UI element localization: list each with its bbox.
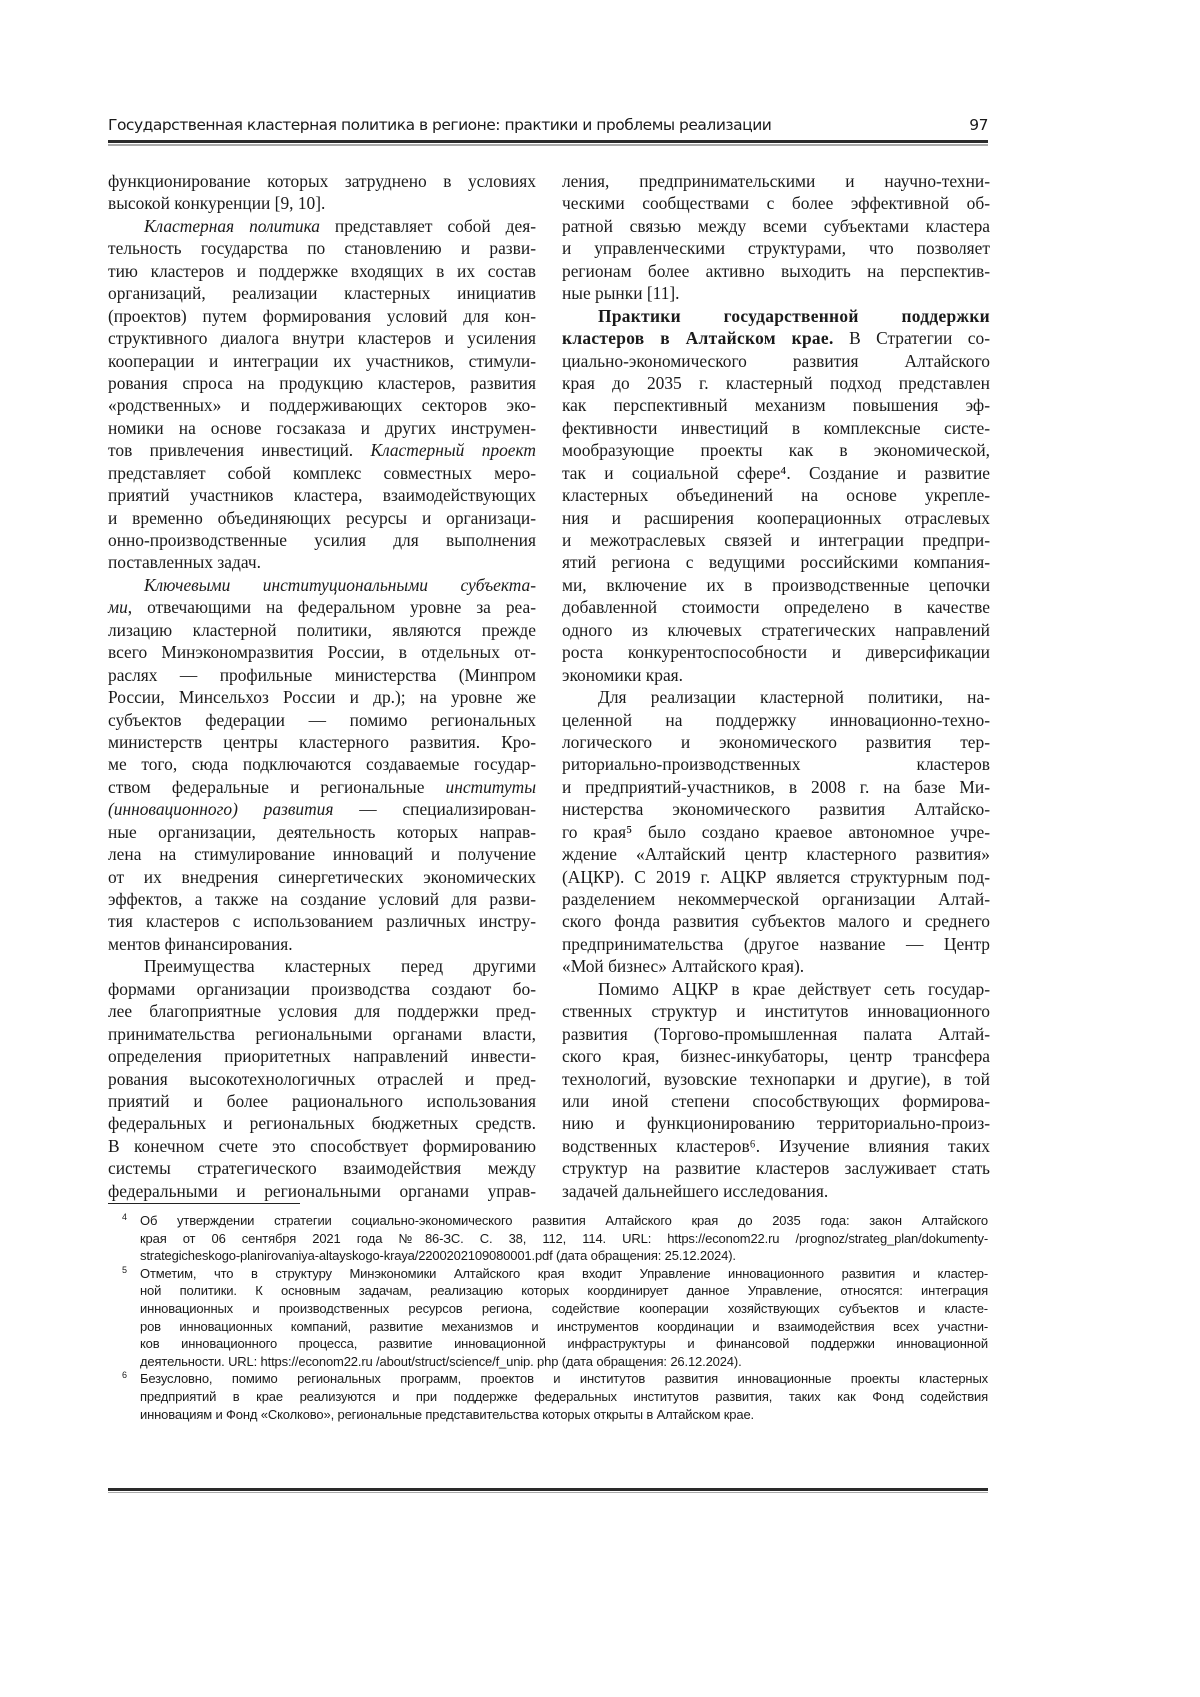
text-run: регионам более активно выходить на перспектив- (562, 261, 990, 281)
text-line (562, 551, 990, 573)
paragraph (562, 686, 990, 978)
text-run: развития (Торгово-промышленная палата Алтай- (562, 1024, 990, 1044)
text-run: кластерных объединений на основе укрепле- (562, 485, 990, 505)
footnote-line: предприятий в крае реализуются и при поддержке федеральных институтов развития, таких как Фонд содействия (140, 1388, 988, 1406)
text-line (562, 394, 990, 416)
italic-term: Кластерный проект (371, 440, 536, 460)
text-run: России, Минсельхоз России и др.); на уровне же (108, 687, 536, 707)
text-run: и межотраслевых связей и интеграции предпри- (562, 530, 990, 550)
text-run: федеральными и региональными органами управ- (108, 1181, 536, 1201)
text-line (108, 574, 536, 596)
text-line (562, 619, 990, 641)
italic-term: Ключевыми институциональными субъекта- (144, 575, 536, 595)
text-line (562, 305, 990, 327)
text-line (108, 170, 536, 192)
text-line (562, 843, 990, 865)
text-run: фективности инвестиций в комплексные систе- (562, 418, 990, 438)
text-run: ные организации, деятельность которых направ- (108, 822, 536, 842)
footnote-line: края от 06 сентября 2021 года №86-ЗС. С. 38, 112, 114. URL: https://econom22.ru /prognoz/strateg_plan/dokumenty- (140, 1230, 988, 1248)
footer-rule-shadow (108, 1492, 988, 1493)
text-line (108, 350, 536, 372)
text-line (108, 664, 536, 686)
text-run: «родственных» и поддерживающих секторов эко- (108, 395, 536, 415)
text-line (108, 1068, 536, 1090)
text-line (562, 1112, 990, 1134)
header-rule-shadow (108, 144, 988, 146)
text-run: и управленческими структурами, что позволяет (562, 238, 990, 258)
footnotes (122, 1212, 988, 1423)
text-run: субъектов федерации — помимо региональных (108, 710, 536, 730)
text-run: так и социальной сфере⁴. Создание и развитие (562, 463, 990, 483)
text-line (562, 596, 990, 618)
text-line (562, 574, 990, 596)
text-run: лена на стимулирование инноваций и получение (108, 844, 536, 864)
text-run: структур на развитие кластеров заслуживает стать (562, 1158, 990, 1178)
text-line (108, 1157, 536, 1179)
text-run: нистерства экономического развития Алтайско- (562, 799, 990, 819)
text-run: приятий и более рационального использования (108, 1091, 536, 1111)
text-run: тельность государства по становлению и разви- (108, 238, 536, 258)
paragraph (108, 955, 536, 1202)
text-run: ми, включение их в производственные цепочки (562, 575, 990, 595)
text-line (562, 327, 990, 349)
text-run: экономики края. (562, 665, 683, 685)
text-line (562, 641, 990, 663)
text-line (562, 372, 990, 394)
footnote-number: 6 (122, 1367, 127, 1385)
header-rule (108, 140, 988, 143)
text-line (562, 350, 990, 372)
bold-heading: Практики государственной поддержки (598, 306, 990, 326)
footnote-line: ков инновационного процесса, развитие инновационной инфраструктуры и финансовой поддержки инновационной (140, 1335, 988, 1353)
text-line (108, 1000, 536, 1022)
text-run: представляет собой комплекс совместных меро- (108, 463, 536, 483)
text-run: одного из ключевых стратегических направлений (562, 620, 990, 640)
text-line (562, 260, 990, 282)
text-run: лее благоприятные условия для поддержки пред- (108, 1001, 536, 1021)
paragraph (108, 215, 536, 574)
text-line (562, 1068, 990, 1090)
text-line (108, 237, 536, 259)
text-line (562, 776, 990, 798)
text-run: системы стратегического взаимодействия между (108, 1158, 536, 1178)
text-line (562, 215, 990, 237)
italic-term: институты (446, 777, 536, 797)
text-run: высокой конкуренции [9, 10]. (108, 193, 325, 213)
text-run: ского фонда развития субъектов малого и среднего (562, 911, 990, 931)
text-run: Помимо АЦКР в крае действует сеть государ- (598, 979, 990, 999)
text-run: В Стратегии со- (834, 328, 990, 348)
text-run: логического и экономического развития тер- (562, 732, 990, 752)
text-line (108, 1023, 536, 1045)
text-line (562, 237, 990, 259)
text-line (108, 192, 536, 214)
text-run: приятий участников кластера, взаимодействующих (108, 485, 536, 505)
text-run: Преимущества кластерных перед другими (144, 956, 536, 976)
text-line (562, 866, 990, 888)
running-title: Государственная кластерная политика в регионе: практики и проблемы реализации (108, 116, 771, 134)
text-run: или иной степени способствующих формирова- (562, 1091, 990, 1111)
footnote-line: strategicheskogo-planirovaniya-altayskogo-kraya/2200202109080001.pdf (дата обращения: 25.12.2024). (140, 1247, 988, 1265)
text-line (562, 192, 990, 214)
text-line (108, 596, 536, 618)
text-line (562, 507, 990, 529)
text-line (562, 1045, 990, 1067)
text-line (108, 1090, 536, 1112)
text-run: кооперации и интеграции их участников, стимули- (108, 351, 536, 371)
text-line (108, 484, 536, 506)
text-line (108, 910, 536, 932)
text-run: целенной на поддержку инновационно-техно- (562, 710, 990, 730)
text-line (108, 686, 536, 708)
text-run: принимательства региональными органами власти, (108, 1024, 536, 1044)
text-run: — специализирован- (333, 799, 536, 819)
paragraph (562, 978, 990, 1202)
text-line (562, 798, 990, 820)
text-run: тов привлечения инвестиций. (108, 440, 371, 460)
text-line (108, 507, 536, 529)
footnote-number: 5 (122, 1262, 127, 1280)
text-run: ятий региона с ведущими российскими компания- (562, 552, 990, 572)
text-line (562, 462, 990, 484)
text-line (562, 664, 990, 686)
footnote-line: Об утверждении стратегии социально-экономического развития Алтайского края до 2035 года: закон Алтайского (140, 1212, 988, 1230)
text-line (108, 282, 536, 304)
italic-term: (инновационного) развития (108, 799, 333, 819)
text-run: добавленной стоимости определено в качестве (562, 597, 990, 617)
right-column (562, 170, 990, 1202)
text-line (108, 619, 536, 641)
text-line (108, 888, 536, 910)
footnote-line: деятельности. URL: https://econom22.ru /about/struct/science/f_unip. php (дата обращения: 26.12.2024). (140, 1353, 988, 1371)
text-line (562, 484, 990, 506)
text-run: рования спроса на продукцию кластеров, развития (108, 373, 536, 393)
footnote (122, 1212, 988, 1265)
text-line (108, 821, 536, 843)
text-line (108, 955, 536, 977)
text-line (108, 462, 536, 484)
text-run: структивного диалога внутри кластеров и усиления (108, 328, 536, 348)
footnote (122, 1370, 988, 1423)
text-line (562, 686, 990, 708)
text-run: формами организации производства создают бо- (108, 979, 536, 999)
text-run: (АЦКР). С 2019 г. АЦКР является структурным под- (562, 867, 990, 887)
text-run: ского края, бизнес-инкубаторы, центр трансфера (562, 1046, 990, 1066)
text-line (562, 753, 990, 775)
paragraph (562, 170, 990, 305)
text-run: края до 2035 г. кластерный подход представлен (562, 373, 990, 393)
text-run: ментов финансирования. (108, 934, 293, 954)
text-line (562, 933, 990, 955)
text-run: задачей дальнейшего исследования. (562, 1181, 828, 1201)
text-run: и предприятий-участников, в 2008 г. на базе Ми- (562, 777, 990, 797)
text-run: Для реализации кластерной политики, на- (598, 687, 990, 707)
text-run: министерств центры кластерного развития. Кро- (108, 732, 536, 752)
text-line (108, 1135, 536, 1157)
text-line (108, 843, 536, 865)
text-run: ные рынки [11]. (562, 283, 680, 303)
page-number: 97 (969, 116, 988, 134)
text-run: ратной связью между всеми субъектами кластера (562, 216, 990, 236)
text-line (108, 798, 536, 820)
text-run: рования высокотехнологичных отраслей и пред- (108, 1069, 536, 1089)
italic-term: ми (108, 597, 128, 617)
text-line (562, 1090, 990, 1112)
text-run: от их внедрения синергетических экономических (108, 867, 536, 887)
text-run: риториально-производственных кластеров (562, 754, 990, 774)
text-run: ления, предпринимательскими и научно-техни- (562, 171, 990, 191)
text-run: В конечном счете это способствует формированию (108, 1136, 536, 1156)
footnote-line: инновациям и Фонд «Сколково», региональные представительства которых открыты в Алтайском крае. (140, 1406, 988, 1424)
text-line (108, 215, 536, 237)
text-line (108, 372, 536, 394)
footnote-line: инновационных и производственных ресурсов региона, содействие кооперации хозяйствующих субъектов и класте- (140, 1300, 988, 1318)
text-run: ством федеральные и региональные (108, 777, 446, 797)
footnote (122, 1265, 988, 1371)
text-line (108, 529, 536, 551)
paragraph (108, 574, 536, 955)
text-line (562, 417, 990, 439)
text-run: (проектов) путем формирования условий для кон- (108, 306, 536, 326)
text-run: онно-производственные усилия для выполнения (108, 530, 536, 550)
text-run: федеральных и региональных бюджетных средств. (108, 1113, 536, 1133)
footnote-line: ров инновационных компаний, развитие механизмов и инструментов координации и взаимодействия всех участни- (140, 1318, 988, 1336)
text-run: организаций, реализации кластерных инициатив (108, 283, 536, 303)
text-run: поставленных задач. (108, 552, 261, 572)
text-line (562, 955, 990, 977)
text-line (562, 709, 990, 731)
text-line (562, 821, 990, 843)
text-run: тия кластеров с использованием различных инстру- (108, 911, 536, 931)
text-line (108, 1045, 536, 1067)
footnote-line: Безусловно, помимо региональных программ, проектов и институтов развития инновационные проекты кластерных (140, 1370, 988, 1388)
text-run: циально-экономического развития Алтайского (562, 351, 990, 371)
text-line (562, 910, 990, 932)
text-run: раслях — профильные министерства (Минпром (108, 665, 536, 685)
text-line (108, 439, 536, 461)
text-run: всего Минэкономразвития России, в отдельных от- (108, 642, 536, 662)
text-run: водственных кластеров⁶. Изучение влияния таких (562, 1136, 990, 1156)
text-run: разделением некоммерческой организации Алтай- (562, 889, 990, 909)
text-run: «Мой бизнес» Алтайского края). (562, 956, 804, 976)
text-line (562, 1157, 990, 1179)
paragraph (562, 305, 990, 686)
text-run: лизацию кластерной политики, являются прежде (108, 620, 536, 640)
text-line (108, 753, 536, 775)
text-run: тию кластеров и поддержке входящих в их состав (108, 261, 536, 281)
footnote-line: ной политики. К основным задачам, реализацию которых координирует данное Управление, относятся: интеграция (140, 1282, 988, 1300)
running-header (108, 116, 988, 140)
text-run: нию и функционированию территориально-произ- (562, 1113, 990, 1133)
text-line (108, 1112, 536, 1134)
text-run: роста конкурентоспособности и диверсификации (562, 642, 990, 662)
italic-term: Кластерная политика (144, 216, 320, 236)
text-line (562, 1000, 990, 1022)
text-line (108, 260, 536, 282)
paragraph (108, 170, 536, 215)
text-line (562, 1023, 990, 1045)
text-line (562, 731, 990, 753)
text-line (108, 305, 536, 327)
text-line (108, 327, 536, 349)
text-run: функционирование которых затруднено в условиях (108, 171, 536, 191)
text-run: ждение «Алтайский центр кластерного развития» (562, 844, 990, 864)
text-run: , отвечающими на федеральном уровне за реа- (128, 597, 536, 617)
text-line (108, 551, 536, 573)
text-run: ческими сообществами с более эффективной об- (562, 193, 990, 213)
text-run: ния и расширения кооперационных отраслевых (562, 508, 990, 528)
text-run: как перспективный механизм повышения эф- (562, 395, 990, 415)
text-run: го края⁵ было создано краевое автономное учре- (562, 822, 990, 842)
text-run: технологий, вузовские технопарки и другие), в той (562, 1069, 990, 1089)
footer-rule (108, 1488, 988, 1491)
text-line (562, 1135, 990, 1157)
footnote-number: 4 (122, 1209, 127, 1227)
text-line (108, 417, 536, 439)
text-line (562, 1180, 990, 1202)
text-run: определения приоритетных направлений инвести- (108, 1046, 536, 1066)
text-run: представляет собой дея- (320, 216, 536, 236)
text-line (108, 641, 536, 663)
text-line (108, 978, 536, 1000)
text-line (108, 776, 536, 798)
text-line (108, 866, 536, 888)
text-line (562, 529, 990, 551)
text-run: мообразующие проекты как в экономической, (562, 440, 990, 460)
text-run: ственных структур и институтов инновационного (562, 1001, 990, 1021)
text-run: эффектов, а также на создание условий для разви- (108, 889, 536, 909)
footnote-line: Отметим, что в структуру Минэкономики Алтайского края входит Управление инновационного развития и кластер- (140, 1265, 988, 1283)
text-line (562, 439, 990, 461)
text-run: ме того, сюда подключаются создаваемые государ- (108, 754, 536, 774)
text-line (108, 709, 536, 731)
text-run: предпринимательства (другое название — Центр (562, 934, 990, 954)
text-run: и временно объединяющих ресурсы и организаци- (108, 508, 536, 528)
text-line (562, 282, 990, 304)
text-line (108, 1180, 536, 1202)
text-line (108, 731, 536, 753)
text-line (562, 978, 990, 1000)
footnote-separator (108, 1203, 300, 1204)
text-line (562, 888, 990, 910)
bold-heading: кластеров в Алтайском крае. (562, 328, 834, 348)
text-run: номики на основе госзаказа и других инструмен- (108, 418, 536, 438)
left-column (108, 170, 536, 1202)
text-line (108, 933, 536, 955)
text-line (562, 170, 990, 192)
text-line (108, 394, 536, 416)
